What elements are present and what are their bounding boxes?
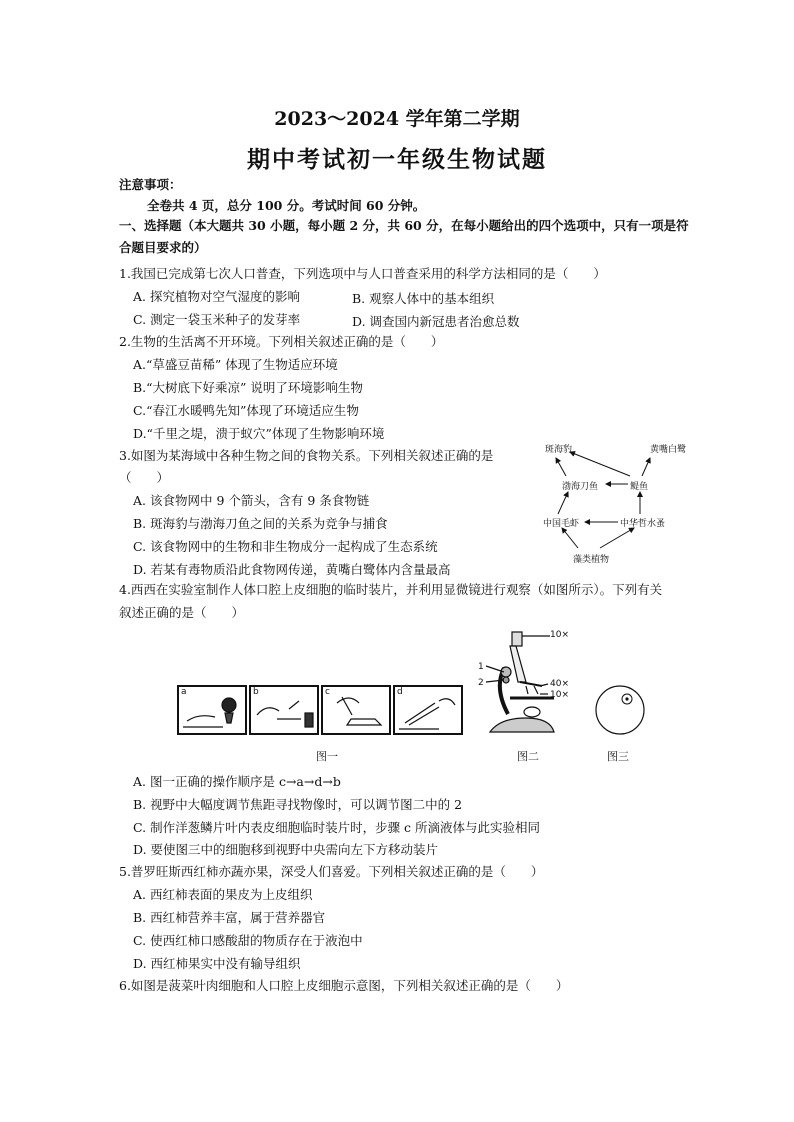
q3-stem-line1: 3.如图为某海域中各种生物之间的食物关系。下列相关叙述正确的是 — [119, 448, 494, 463]
figure-1-steps — [177, 685, 465, 735]
section1-line2: 合题目要求的） — [119, 240, 207, 255]
q1-option-a: A. 探究植物对空气湿度的影响 — [133, 289, 300, 304]
q3-stem-line2: （ ） — [119, 470, 170, 485]
q1-option-b: B. 观察人体中的基本组织 — [352, 291, 495, 306]
microscope-diagram — [476, 628, 586, 743]
field-of-view-diagram — [594, 684, 646, 736]
mic-label-1: 1 — [478, 662, 484, 672]
foodweb-mackerel: 鳀鱼 — [630, 482, 649, 492]
q3-option-d: D. 若某有毒物质沿此食物网传递，黄嘴白鹭体内含量最高 — [133, 562, 451, 577]
q2-option-d: D.“千里之堤，溃于蚁穴”体现了生物影响环境 — [133, 426, 385, 441]
food-web-diagram — [530, 436, 700, 570]
q1-option-d: D. 调查国内新冠患者治愈总数 — [352, 314, 520, 329]
mic-label-2: 2 — [478, 678, 484, 688]
notice-text: 全卷共 4 页，总分 100 分。考试时间 60 分钟。 — [147, 198, 426, 213]
q2-option-b: B.“大树底下好乘凉” 说明了环境影响生物 — [133, 380, 363, 395]
q4-option-a: A. 图一正确的操作顺序是 c→a→d→b — [133, 774, 341, 789]
foodweb-shrimp: 中国毛虾 — [543, 519, 580, 529]
q4-stem-line2: 叙述正确的是（ ） — [119, 605, 245, 620]
panel-a-label: a — [181, 687, 187, 697]
panel-c-label: c — [325, 687, 330, 697]
panel-b-label: b — [253, 687, 259, 697]
notice-heading: 注意事项： — [119, 177, 182, 192]
section1-line1: 一、选择题（本大题共 30 小题，每小题 2 分，共 60 分，在每小题给出的四个选项中，只有一项是符 — [119, 218, 689, 233]
foodweb-algae: 藻类植物 — [573, 555, 610, 565]
q5-stem: 5.普罗旺斯西红柿亦蔬亦果，深受人们喜爱。下列相关叙述正确的是（ ） — [119, 864, 544, 879]
foodweb-egret: 黄嘴白鹭 — [650, 445, 687, 455]
panel-d-label: d — [397, 687, 403, 697]
q5-option-a: A. 西红柿表面的果皮为上皮组织 — [133, 887, 313, 902]
q3-option-c: C. 该食物网中的生物和非生物成分一起构成了生态系统 — [133, 539, 438, 554]
q5-option-c: C. 使西红柿口感酸甜的物质存在于液泡中 — [133, 933, 363, 948]
q3-option-b: B. 斑海豹与渤海刀鱼之间的关系为竞争与捕食 — [133, 516, 388, 531]
q2-option-a: A.“草盛豆苗稀” 体现了生物适应环境 — [133, 357, 338, 372]
q5-option-d: D. 西红柿果实中没有输导组织 — [133, 956, 301, 971]
q5-option-b: B. 西红柿营养丰富，属于营养器官 — [133, 910, 326, 925]
foodweb-flea: 中华哲水蚤 — [620, 519, 666, 529]
foodweb-knifefish: 渤海刀鱼 — [562, 482, 599, 492]
q4-stem-line1: 4.西西在实验室制作人体口腔上皮细胞的临时装片，并利用显微镜进行观察（如图所示）。下列有关 — [119, 582, 663, 597]
q4-option-d: D. 要使图三中的细胞移到视野中央需向左下方移动装片 — [133, 842, 439, 857]
q6-stem: 6.如图是菠菜叶肉细胞和人口腔上皮细胞示意图，下列相关叙述正确的是（ ） — [119, 978, 569, 993]
mic-obj40-label: 40× — [550, 679, 569, 689]
exam-title: 期中考试初一年级生物试题 — [247, 146, 547, 173]
q1-stem: 1.我国已完成第七次人口普查，下列选项中与人口普查采用的科学方法相同的是（ ） — [119, 266, 606, 281]
term-heading: 2023～2024 学年第二学期 — [274, 108, 520, 130]
q4-option-b: B. 视野中大幅度调节焦距寻找物像时，可以调节图二中的 2 — [133, 797, 463, 812]
q1-option-c: C. 测定一袋玉米种子的发芽率 — [133, 312, 301, 327]
q2-stem: 2.生物的生活离不开环境。下列相关叙述正确的是（ ） — [119, 334, 444, 349]
q4-option-c: C. 制作洋葱鳞片叶内表皮细胞临时装片时，步骤 c 所滴液体与此实验相同 — [133, 820, 541, 835]
foodweb-seal: 斑海豹 — [545, 445, 573, 455]
mic-eyepiece-label: 10× — [550, 630, 569, 640]
q3-option-a: A. 该食物网中 9 个箭头，含有 9 条食物链 — [133, 493, 370, 508]
figure-2-caption: 图二 — [517, 750, 539, 763]
figure-1-caption: 图一 — [316, 750, 338, 763]
figure-3-caption: 图三 — [607, 750, 629, 763]
mic-obj10-label: 10× — [550, 690, 569, 700]
q2-option-c: C.“春江水暖鸭先知”体现了环境适应生物 — [133, 403, 359, 418]
